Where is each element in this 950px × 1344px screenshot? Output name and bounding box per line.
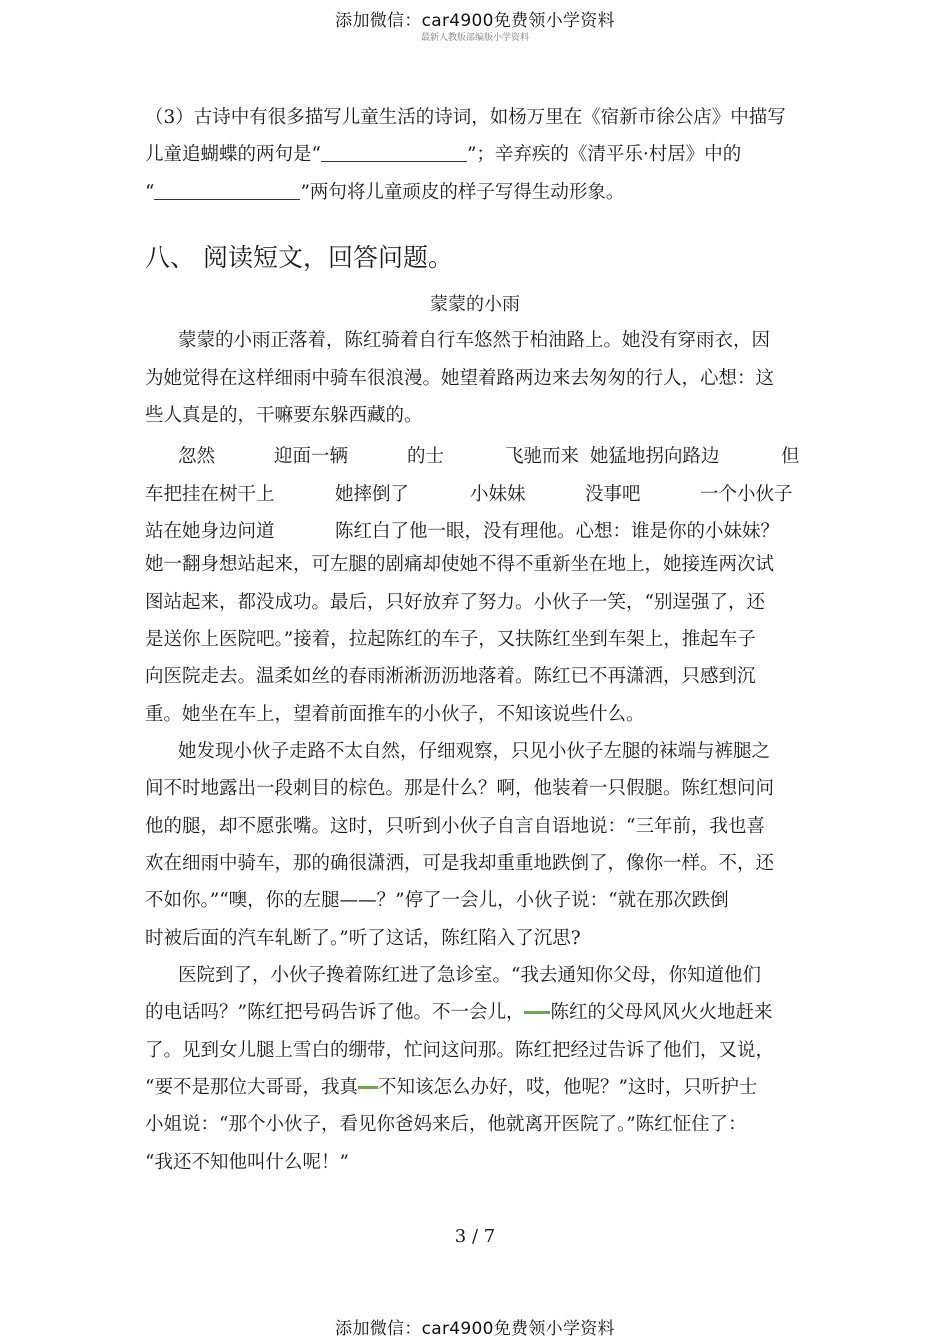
para3-line2: 间不时地露出一段刺目的棕色。那是什么？啊，他装着一只假腿。陈红想问问 — [145, 778, 775, 799]
watermark-bottom: 添加微信：car4900免费领小学资料 — [335, 1319, 615, 1339]
para4-line4 — [145, 1069, 757, 1106]
para2-word: 的士 — [407, 446, 445, 467]
question3-line3-text-a: “ — [145, 182, 155, 203]
question3-line1: （3）古诗中有很多描写儿童生活的诗词，如杨万里在《宿新市徐公店》中描写 — [145, 107, 786, 128]
para4-line5: 小姐说：“那个小伙子，看见你爸妈来后，他就离开医院了。”陈红怔住了： — [145, 1114, 747, 1135]
para2-word: 小妹妹 — [470, 484, 526, 505]
para2-line4: 她一翻身想站起来，可左腿的剧痛却使她不得不重新坐在地上，她接连两次试 — [145, 554, 775, 575]
question3-line3 — [145, 174, 624, 211]
watermark-top: 添加微信：car4900免费领小学资料 — [335, 11, 615, 31]
para2-word: 没事吧 — [585, 484, 641, 505]
para3-line6: 时被后面的汽车轧断了。”听了这话，陈红陷入了沉思? — [145, 928, 581, 949]
para4-line2 — [145, 994, 772, 1031]
para4-line2-text-a: 的电话吗？”陈红把号码告诉了他。不一会儿， — [145, 1002, 525, 1023]
para2-line7: 向医院走去。温柔如丝的春雨淅淅沥沥地落着。陈红已不再潇洒，只感到沉 — [145, 666, 756, 687]
header-subtitle: 最新人教版部编版小学资料 — [420, 33, 529, 43]
para4-line1: 医院到了，小伙子搀着陈红进了急诊室。“我去通知你父母，你知道他们 — [178, 965, 761, 986]
para3-line5: 不如你。”“噢，你的左腿——？”停了一会儿，小伙子说：“就在那次跌倒 — [145, 890, 729, 911]
answer-blank-1[interactable] — [321, 143, 467, 162]
para3-line3: 他的腿，却不愿张嘴。这时，只听到小伙子自言自语地说：“三年前，我也喜 — [145, 816, 765, 837]
highlight-dash — [358, 1086, 378, 1089]
para2-word: 忽然 — [178, 446, 216, 467]
para1-line3: 些人真是的，干嘛要东躲西藏的。 — [145, 405, 423, 426]
para2-word: 飞驰而来 — [505, 446, 580, 467]
para2-word: 一个小伙子 — [700, 484, 793, 505]
para4-line3: 了。见到女儿腿上雪白的绷带，忙问这问那。陈红把经过告诉了他们，又说， — [145, 1040, 775, 1061]
para2-word: 陈红白了他一眼，没有理他。心想：谁是你的小妹妹？ — [335, 521, 780, 542]
para2-line8: 重。她坐在车上，望着前面推车的小伙子，不知该说些什么。 — [145, 704, 645, 725]
para4-line6: “我还不知他叫什么呢！” — [145, 1152, 349, 1173]
para2-line6: 是送你上医院吧。”接着，拉起陈红的车子，又扶陈红坐到车架上，推起车子 — [145, 629, 756, 650]
para2-word: 但 — [781, 446, 800, 467]
para2-line5: 图站起来，都没成功。最后，只好放弃了努力。小伙子一笑，“别逞强了，还 — [145, 592, 765, 613]
para1-line2: 为她觉得在这样细雨中骑车很浪漫。她望着路两边来去匆匆的行人，心想：这 — [145, 368, 775, 389]
para4-line4-text-a: “要不是那位大哥哥，我真 — [145, 1077, 358, 1098]
question3-line2-text-b: ”；辛弃疾的《清平乐·村居》中的 — [466, 144, 742, 165]
para2-word: 她猛地拐向路边 — [590, 446, 720, 467]
highlight-dash — [524, 1011, 550, 1014]
question3-line3-text-b: ”两句将儿童顽皮的样子写得生动形象。 — [300, 182, 625, 203]
para2-word: 站在她身边问道 — [145, 521, 275, 542]
section-heading: 八、 阅读短文，回答问题。 — [145, 243, 453, 272]
question3-line2 — [145, 136, 741, 173]
para2-word: 车把挂在树干上 — [145, 484, 275, 505]
para4-line2-text-b: 陈红的父母风风火火地赶来 — [550, 1002, 773, 1023]
para1-line1: 蒙蒙的小雨正落着，陈红骑着自行车悠然于柏油路上。她没有穿雨衣，因 — [178, 330, 771, 351]
passage-title: 蒙蒙的小雨 — [430, 294, 520, 315]
page-number: 3 / 7 — [454, 1226, 496, 1247]
para4-line4-text-b: 不知该怎么办好，哎，他呢？”这时，只听护士 — [377, 1077, 758, 1098]
para3-line1: 她发现小伙子走路不太自然，仔细观察，只见小伙子左腿的袜端与裤腿之 — [178, 741, 771, 762]
para2-word: 迎面一辆 — [274, 446, 349, 467]
question3-line2-text-a: 儿童追蝴蝶的两句是“ — [145, 144, 321, 165]
para3-line4: 欢在细雨中骑车，那的确很潇洒，可是我却重重地跌倒了，像你一样。不，还 — [145, 853, 775, 874]
answer-blank-2[interactable] — [154, 181, 300, 200]
para2-word: 她摔倒了 — [335, 484, 410, 505]
